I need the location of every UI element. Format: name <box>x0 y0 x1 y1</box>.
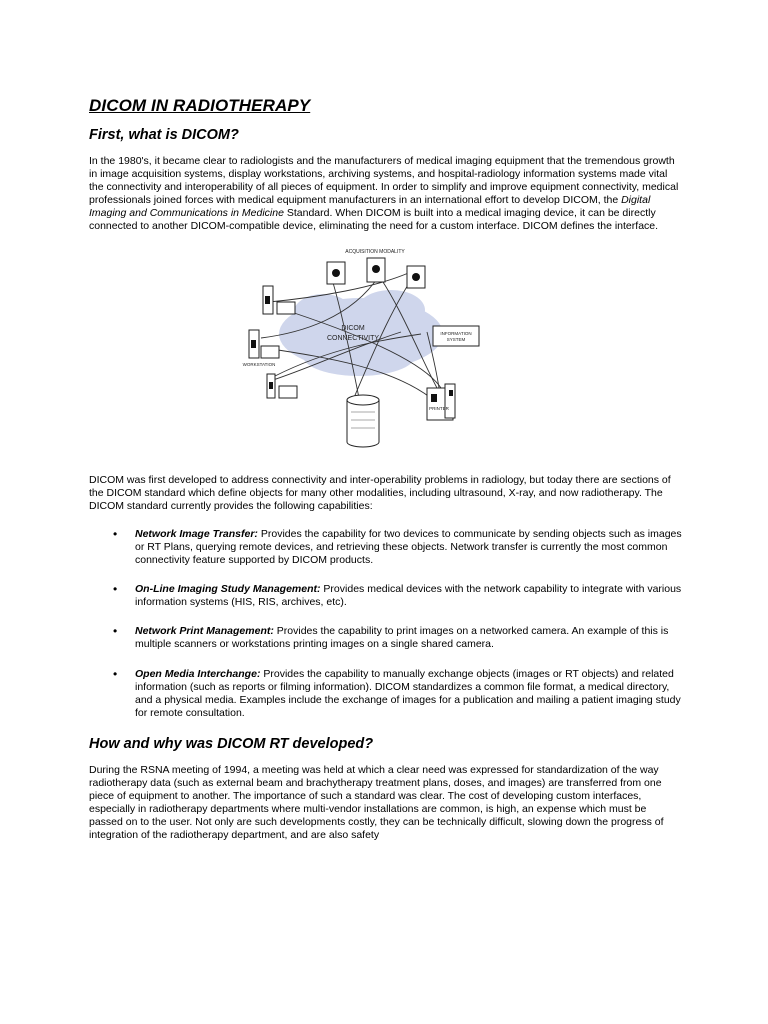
capability-description: Provides medical devices with the network capability to integrate with various information systems (HIS, RIS, archives, etc). <box>135 583 682 609</box>
section-heading-what-is-dicom: First, what is DICOM? <box>89 127 239 143</box>
capability-term: On-Line Imaging Study Management: <box>135 583 321 596</box>
dicom-full-name: Digital Imaging and Communications in Medicine <box>89 194 651 220</box>
workstation-3 <box>267 374 297 398</box>
capability-term: Open Media Interchange: <box>135 667 261 680</box>
capabilities-list <box>89 528 683 720</box>
section-heading-dicom-rt: How and why was DICOM RT developed? <box>89 735 374 752</box>
cloud-label-line1: DICOM <box>341 324 365 332</box>
archive-database <box>347 395 379 447</box>
bullet-icon: • <box>113 526 118 541</box>
information-system-label-line2: SYSTEM <box>446 336 466 342</box>
capability-term: Network Image Transfer: <box>135 527 258 540</box>
document-content <box>89 96 683 842</box>
dicom-connectivity-diagram <box>231 248 501 458</box>
workstation-2 <box>249 330 279 358</box>
list-item <box>89 528 683 567</box>
capability-description: Provides the capability for two devices to communicate by sending objects such as images or RT Plans, querying remote devices, and retrieving these objects. Network transfer is currently the most common connectivity feature supported by DICOM products. <box>135 527 682 567</box>
intro-paragraph <box>89 155 683 234</box>
capability-description: Provides the capability to print images on a networked camera. An example of this is multiple scanners or workstations printing images on a single shared camera. <box>135 625 669 651</box>
bullet-icon: • <box>113 624 118 639</box>
modality-device-2 <box>367 258 385 282</box>
capability-term: Network Print Management: <box>135 625 274 638</box>
information-system-label-line1: INFORMATION <box>440 330 472 336</box>
intro-text-2: Standard. When DICOM is built into a medical imaging device, it can be directly connected to another DICOM-compatible device, eliminating the need for a custom interface. DICOM defines the interface. <box>89 207 659 233</box>
list-item <box>89 583 683 609</box>
capability-description: Provides the capability to manually exchange objects (images or RT objects) and related information (such as reports or filming information). DICOM standardizes a common file format, a medical directory, and a physical media. Examples include the exchange of images for a publication and mailing a patient imaging study for remote consultation. <box>135 667 681 719</box>
acquisition-modality-label: ACQUISITION MODALITY <box>345 248 405 255</box>
page-title: DICOM IN RADIOTHERAPY <box>89 96 311 115</box>
capabilities-intro-paragraph: DICOM was first developed to address connectivity and inter-operability problems in radiology, but today there are sections of the DICOM standard which define objects for many other modalities, including ultrasound, X-ray, and now radiotherapy. The DICOM standard currently provides the following capabilities: <box>89 473 671 512</box>
list-item <box>89 625 683 651</box>
bullet-icon: • <box>113 666 118 681</box>
intro-text-1: In the 1980's, it became clear to radiologists and the manufacturers of medical imaging equipment that the tremendous growth in image acquisition systems, display workstations, archiving systems, and hospital-radiology information systems made vital the connectivity and interoperability of all pieces of equipment. In order to simplify and improve equipment connectivity, medical professionals joined forces with medical equipment manufacturers in an international effort to develop DICOM, the <box>89 155 679 207</box>
modality-device-1 <box>327 262 345 284</box>
rsna-paragraph: During the RSNA meeting of 1994, a meeting was held at which a clear need was expressed for standardization of the way radiotherapy data (such as external beam and brachytherapy treatment plans, doses, and images) are transferred from one piece of equipment to another. The importance of such a standard was clear. The cost of developing custom interfaces, especially in radiotherapy departments where multi-vendor installations are common, is high, an expense which must be passed on to the user. Not only are such developments costly, they can be technically difficult, slowing down the progress of integration of the radiotherapy department, and are also safety <box>89 763 664 842</box>
printer <box>427 384 455 420</box>
list-item <box>89 668 683 720</box>
cloud-label-line2: CONNECTIVITY <box>326 334 380 342</box>
modality-device-3 <box>407 266 425 288</box>
printer-label: PRINTER <box>429 405 449 411</box>
bullet-icon: • <box>113 582 118 597</box>
workstation-label: WORKSTATION <box>242 361 276 367</box>
information-system <box>433 326 479 346</box>
